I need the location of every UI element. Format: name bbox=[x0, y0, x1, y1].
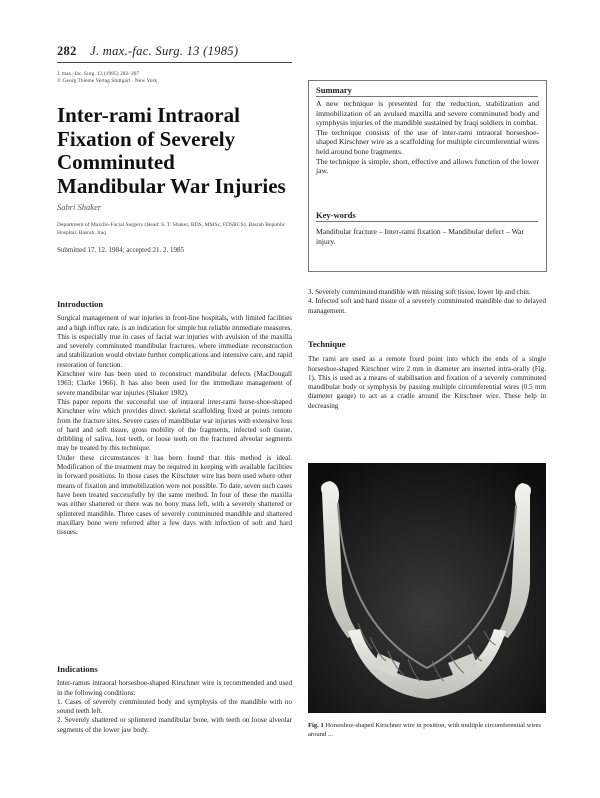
header-rule bbox=[57, 62, 292, 63]
summary-rule bbox=[316, 96, 538, 97]
journal-name: J. max.-fac. Surg. 13 (1985) bbox=[90, 44, 239, 58]
keywords-heading: Key-words bbox=[316, 210, 356, 220]
summary-text bbox=[316, 99, 539, 176]
body-paragraph: Under these circumstances it has been found that this method is ideal. Modification of the treatment may be required in keeping with available facilities in forward positions. In those cases the Kirschner wire has been used where other means of fixation and immobilization were not possible. To date, seven such cases have been treated successfully by the same method. In four of these the maxilla was either shattered or there was no bony mass left, with a severely shattered or splintered mandible. Three cases of severely comminuted mandible and shattered maxillary bone were referred after a few days with infection of soft and hard tissues. bbox=[57, 453, 292, 537]
body-paragraph: Inter-ramus intraoral horseshoe-shaped Kirschner wire is recommended and used in the following conditions: bbox=[57, 679, 292, 697]
figure-caption-text: Horseshoe-shaped Kirschner wire in position, with multiple circumferential wires around ... bbox=[308, 722, 541, 738]
figure-label: Fig. 1 bbox=[308, 722, 324, 729]
figure-caption bbox=[308, 722, 546, 739]
page-number: 282 bbox=[57, 44, 77, 58]
indications-section bbox=[57, 665, 292, 735]
body-paragraph: Surgical management of war injuries in front-line hospitals, with limited facilities and a high influx rate, is an indication for simple but reliable immediate measures. This is especially true in cases of facial war injuries with avulsion of the maxilla and severely comminuted mandibular fractures, where immediate reconstruction and stabilization would obviate further complications and intensive care, and rapid restoration of function. bbox=[57, 314, 292, 369]
summary-paragraph: A new technique is presented for the reduction, stabilization and immobilization of an avulsed maxilla and severe comminuted body and symphysis injuries of the mandible sustained by Iraqi soldiers in combat. bbox=[316, 99, 539, 128]
introduction-section bbox=[57, 300, 292, 537]
article-title: Inter-rami Intraoral Fixation of Severely Comminuted Mandibular War Injuries bbox=[57, 103, 286, 198]
author-name: Sabri Shaker bbox=[57, 202, 102, 212]
technique-section bbox=[308, 340, 546, 411]
citation-line: J. max.-fac. Surg. 13 (1985) 282–287 bbox=[57, 71, 140, 77]
copyright-line: © Georg Thieme Verlag Stuttgart · New York bbox=[57, 78, 158, 84]
body-paragraph: This paper reports the successful use of intraoral inter-rami horse-shoe-shaped Kirschner wire which provides direct skeletal scaffolding fixed at points remote from the fracture sites. Severe cases of mandibular war injuries with extensive loss of hard and soft tissue, gross mobility of the fragments, infected soft tissue, dribbling of saliva, lost teeth, or loose teeth on the fractured alveolar segments may be treated by this technique. bbox=[57, 397, 293, 453]
indications-continued bbox=[308, 288, 546, 316]
body-paragraph: 4. Infected soft and hard tissue of a severely comminuted mandible due to delayed management. bbox=[308, 297, 546, 315]
summary-heading: Summary bbox=[316, 85, 352, 95]
introduction-heading: Introduction bbox=[57, 299, 104, 309]
running-header bbox=[57, 44, 238, 59]
body-paragraph: 2. Severely shattered or splintered mandibular bone, with teeth on loose alveolar segments of the lower jaw body. bbox=[57, 716, 292, 734]
submission-dates: Submitted 17. 12. 1984; accepted 21. 2. 1985 bbox=[57, 246, 184, 254]
affiliation: Department of Maxillo-Facial Surgery (Head: S. T. Shaker, BDS, MMSc, FDSRCS), Basrah Republic Hospital, Basrah, Iraq bbox=[57, 222, 286, 236]
keywords-text: Mandibular fracture – Inter-rami fixation – Mandibular defect – War injury. bbox=[316, 227, 525, 246]
body-paragraph: Kirschner wire has been used to reconstruct mandibular defects (MacDougall 1963; Clarke 1966). It has also been used for the immediate management of severe mandibular war injuries (Shaker 1982). bbox=[57, 370, 292, 397]
summary-paragraph: The technique consists of the use of inter-rami intraoral horseshoe-shaped Kirschner wire as a scaffolding for multiple circumferential wires held around bone fragments. bbox=[316, 127, 539, 156]
body-paragraph: 1. Cases of severely comminuted body and symphysis of the mandible with no sound teeth left. bbox=[57, 697, 292, 716]
figure-photograph bbox=[308, 463, 546, 713]
keywords-rule bbox=[316, 221, 538, 222]
indications-heading: Indications bbox=[57, 664, 98, 674]
technique-heading: Technique bbox=[308, 339, 346, 349]
mandible-xray-illustration bbox=[308, 463, 546, 713]
body-paragraph: 3. Severely comminuted mandible with missing soft tissue, lower lip and chin. bbox=[308, 288, 531, 296]
summary-paragraph: The technique is simple, short, effective and allows function of the lower jaw. bbox=[316, 156, 539, 176]
body-paragraph: The rami are used as a remote fixed point into which the ends of a single horseshoe-shaped Kirschner wire 2 mm in diameter are inserted intra-orally (Fig. 1). This is used as a means of stabilisation and fixation of a severely comminuted mandibular body or symphysis by passing multiple circumferential wires (0.5 mm diameter gauge) to act as a cradle around the Kirschner wire. These help in decreasing bbox=[308, 355, 546, 410]
citation-block bbox=[57, 71, 157, 85]
